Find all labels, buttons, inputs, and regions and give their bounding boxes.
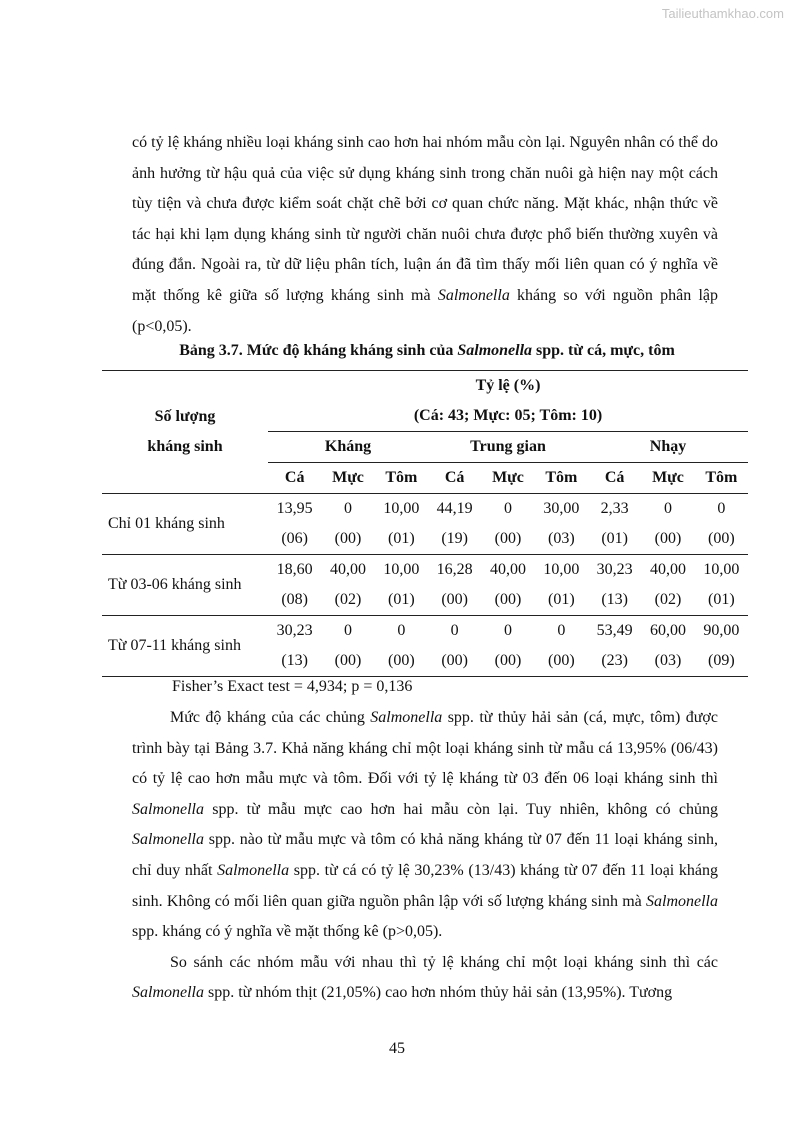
cell: (01) bbox=[388, 591, 415, 608]
row-label: Chỉ 01 kháng sinh bbox=[102, 494, 268, 555]
resistance-table bbox=[102, 370, 748, 677]
sample-header: (Cá: 43; Mực: 05; Tôm: 10) bbox=[413, 407, 603, 424]
subcol-header: Cá bbox=[604, 469, 625, 486]
cell: (02) bbox=[654, 591, 682, 608]
table-caption: Bảng 3.7. Mức độ kháng kháng sinh của Salmonella spp. từ cá, mực, tôm bbox=[179, 342, 675, 359]
cell: (00) bbox=[654, 530, 682, 547]
cell: 0 bbox=[344, 500, 352, 517]
cell: 10,00 bbox=[383, 561, 420, 578]
subcol-header: Mực bbox=[652, 469, 684, 486]
cell: 2,33 bbox=[600, 500, 629, 517]
watermark: Tailieuthamkhao.com bbox=[661, 6, 784, 21]
cell: 0 bbox=[557, 622, 566, 639]
cell: (19) bbox=[441, 530, 468, 547]
row-header: Số lượng kháng sinh bbox=[102, 371, 268, 494]
cell: 10,00 bbox=[383, 500, 420, 517]
subcol-header: Tôm bbox=[705, 469, 738, 486]
subcol-header: Tôm bbox=[545, 469, 578, 486]
cell: (00) bbox=[334, 652, 362, 669]
cell: 40,00 bbox=[649, 561, 686, 578]
cell: 40,00 bbox=[489, 561, 526, 578]
page-number: 45 bbox=[389, 1040, 405, 1057]
cell: 30,23 bbox=[276, 622, 313, 639]
cell: 53,49 bbox=[596, 622, 633, 639]
cell: (00) bbox=[547, 652, 575, 669]
rate-header: Tỷ lệ (%) bbox=[475, 377, 541, 394]
cell: 18,60 bbox=[276, 561, 313, 578]
cell: 44,19 bbox=[436, 500, 473, 517]
cell: (03) bbox=[547, 530, 575, 547]
cell: (00) bbox=[441, 591, 468, 608]
cell: (00) bbox=[494, 530, 522, 547]
subcol-header: Cá bbox=[444, 469, 465, 486]
cell: (02) bbox=[334, 591, 362, 608]
table-row bbox=[102, 616, 748, 647]
cell: 0 bbox=[397, 622, 406, 639]
cell: (08) bbox=[281, 591, 308, 608]
cell: (00) bbox=[388, 652, 415, 669]
group-header: Kháng bbox=[324, 438, 372, 455]
cell: (01) bbox=[707, 591, 735, 608]
cell: (03) bbox=[654, 652, 682, 669]
cell: 0 bbox=[344, 622, 352, 639]
cell: (01) bbox=[547, 591, 575, 608]
cell: 30,00 bbox=[543, 500, 580, 517]
cell: 0 bbox=[503, 500, 512, 517]
cell: (00) bbox=[441, 652, 468, 669]
row-label: Từ 07-11 kháng sinh bbox=[102, 616, 268, 677]
cell: 90,00 bbox=[703, 622, 740, 639]
cell: (01) bbox=[601, 530, 628, 547]
group-header: Trung gian bbox=[470, 438, 546, 455]
cell: (13) bbox=[281, 652, 308, 669]
cell: (00) bbox=[334, 530, 362, 547]
cell: 30,23 bbox=[596, 561, 633, 578]
cell: (09) bbox=[707, 652, 735, 669]
cell: 60,00 bbox=[649, 622, 686, 639]
cell: 10,00 bbox=[543, 561, 580, 578]
cell: 40,00 bbox=[330, 561, 366, 578]
cell: 13,95 bbox=[276, 500, 313, 517]
subcol-header: Tôm bbox=[385, 469, 418, 486]
cell: 0 bbox=[717, 500, 726, 517]
cell: (00) bbox=[494, 591, 522, 608]
intro-paragraph: có tỷ lệ kháng nhiều loại kháng sinh cao hơn hai nhóm mẫu còn lại. Nguyên nhân có thể do ảnh hưởng từ hậu quả của việc sử dụng kháng sinh trong chăn nuôi gà hiện nay một cách tùy tiện và chưa được kiểm soát chặt chẽ bởi cơ quan chức năng. Mặt khác, nhận thức về tác hại khi lạm dụng kháng sinh từ người chăn nuôi chưa được phổ biến thường xuyên và đúng đắn. Ngoài ra, từ dữ liệu phân tích, luận án đã tìm thấy mối liên quan có ý nghĩa về mặt thống kê giữa số lượng kháng sinh mà Salmonella kháng so với nguồn phân lập (p<0,05). bbox=[132, 134, 718, 335]
cell: (00) bbox=[494, 652, 522, 669]
subcol-header: Mực bbox=[332, 469, 364, 486]
cell: (00) bbox=[707, 530, 735, 547]
cell: (23) bbox=[601, 652, 628, 669]
cell: 16,28 bbox=[436, 561, 473, 578]
table-row bbox=[102, 555, 748, 586]
table-row bbox=[102, 494, 748, 525]
cell: 0 bbox=[450, 622, 459, 639]
fisher-test-note: Fisher’s Exact test = 4,934; p = 0,136 bbox=[172, 678, 413, 695]
cell: 0 bbox=[503, 622, 512, 639]
subcol-header: Mực bbox=[492, 469, 524, 486]
discussion-paragraph: Mức độ kháng của các chủng Salmonella spp. từ thủy hải sản (cá, mực, tôm) được trình bày tại Bảng 3.7. Khả năng kháng chỉ một loại kháng sinh từ mẫu cá 13,95% (06/43) có tỷ lệ cao hơn mẫu mực và tôm. Đối với tỷ lệ kháng từ 03 đến 06 loại kháng sinh thì Salmonella spp. từ mẫu mực cao hơn hai mẫu còn lại. Tuy nhiên, không có chủng Salmonella spp. nào từ mẫu mực và tôm có khả năng kháng từ 07 đến 11 loại kháng sinh, chỉ duy nhất Salmonella spp. từ cá có tỷ lệ 30,23% (13/43) kháng từ 07 đến 11 loại kháng sinh. Không có mối liên quan giữa nguồn phân lập với số lượng kháng sinh mà Salmonella spp. kháng có ý nghĩa về mặt thống kê (p>0,05). So sánh các nhóm mẫu với nhau thì tỷ lệ kháng chỉ một loại kháng sinh thì các Salmonella spp. từ nhóm thịt (21,05%) cao hơn nhóm thủy hải sản (13,95%). Tương bbox=[132, 709, 719, 1002]
cell: (01) bbox=[388, 530, 415, 547]
cell: (13) bbox=[601, 591, 628, 608]
subcol-header: Cá bbox=[284, 469, 305, 486]
cell: 10,00 bbox=[703, 561, 740, 578]
group-header: Nhạy bbox=[649, 438, 687, 455]
cell: 0 bbox=[663, 500, 672, 517]
cell: (06) bbox=[281, 530, 308, 547]
row-label: Từ 03-06 kháng sinh bbox=[102, 555, 268, 616]
